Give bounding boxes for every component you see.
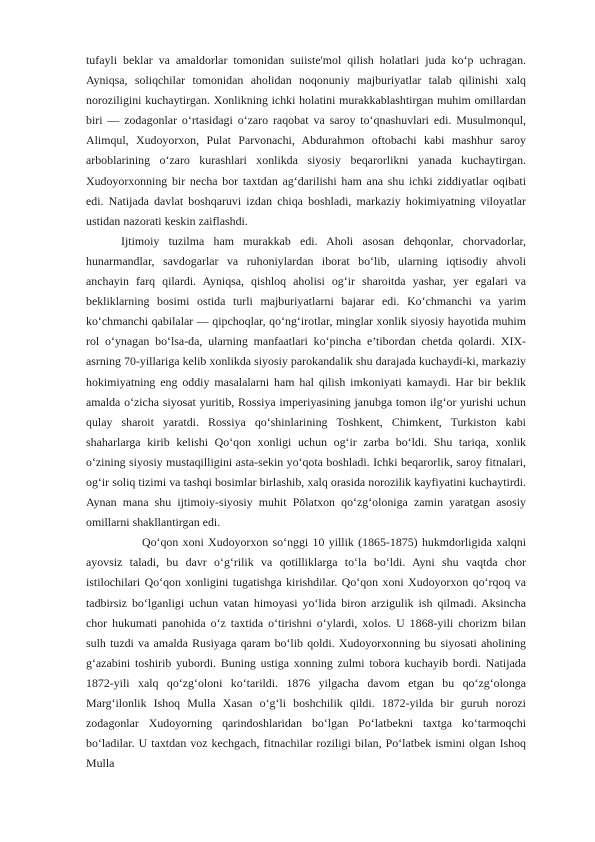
paragraph-1: tufayli beklar va amaldorlar tomonidan suiiste'mol qilish holatlari juda ko‘p uchragan. Ayniqsa, soliqchilar tomonidan aholidan noqonuniy majburiyatlar talab qilinishi xalq noroziligini kuchaytirgan. Xonlikning ichki holatini murakkablashtirgan muhim omillardan biri — zodagonlar o‘rtasidagi o‘zaro raqobat va saroy to‘qnashuvlari edi. Musulmonqul, Alimqul, Xudoyorxon, Pulat Parvonachi, Abdurahmon oftobachi kabi mashhur saroy arboblarining o‘zaro kurashlari xonlikda siyosiy beqarorlikni yanada kuchaytirgan. Xudoyorxonning bir necha bor taxtdan ag‘darilishi ham ana shu ichki ziddiyatlar oqibati edi. Natijada davlat boshqaruvi izdan chiqa boshladi, markaziy hokimiyatning viloyatlar ustidan nazorati keskin zaiflashdi. bbox=[86, 53, 526, 228]
document-page bbox=[86, 50, 526, 773]
paragraph-3: Qo‘qon xoni Xudoyorxon so‘nggi 10 yillik (1865-1875) hukmdorligida xalqni ayovsiz taladi, bu davr o‘g‘rilik va qotilliklarga to‘la bo‘ldi. Ayni shu vaqtda chor istilochilari Qo‘qon xonligini tugatishga kirishdilar. Qo‘qon xoni Xudoyorxon qo‘rqoq va tadbirsiz bo‘lganligi uchun vatan himoyasi yo‘lida biron arzigulik ish qilmadi. Aksincha chor hukumati panohida o‘z taxtida o‘tirishni o‘ylardi, xolos. U 1868-yili chorizm bilan sulh tuzdi va amalda Rusiyaga qaram bo‘lib qoldi. Xudoyorxonning bu siyosati aholining g‘azabini toshirib yubordi. Buning ustiga xonning zulmi tobora kuchayib bordi. Natijada 1872-yili xalq qo‘zg‘oloni ko‘tarildi. 1876 yilgacha davom etgan bu qo‘zg‘olonga Marg‘ilonlik Ishoq Mulla Xasan o‘g‘li boshchilik qildi. 1872-yilda bir guruh norozi zodagonlar Xudoyorning qarindoshlaridan bo‘lgan Po‘latbekni taxtga ko‘tarmoqchi bo‘ladilar. U taxtdan voz kechgach, fitnachilar roziligi bilan, Po‘latbek ismini olgan Ishoq Mulla bbox=[86, 535, 526, 771]
paragraph-2: Ijtimoiy tuzilma ham murakkab edi. Aholi asosan dehqonlar, chorvadorlar, hunarmandlar, savdogarlar va ruhoniylardan iborat bo‘lib, ularning iqtisodiy ahvoli anchayin farq qilardi. Ayniqsa, qishloq aholisi og‘ir sharoitda yashar, yer egalari va bekliklarning bosimi ostida turli majburiyatlarni bajarar edi. Ko‘chmanchi va yarim ko‘chmanchi qabilalar — qipchoqlar, qo‘ng‘irotlar, minglar xonlik siyosiy hayotida muhim rol o‘ynagan bo‘lsa-da, ularning manfaatlari ko‘pincha e’tibordan chetda qolardi. XIX-asrning 70-yillariga kelib xonlikda siyosiy parokandalik shu darajada kuchaydi-ki, markaziy hokimiyatning eng oddiy masalalarni ham hal qilish imkoniyati kamaydi. Har bir beklik amalda o‘zicha siyosat yuritib, Rossiya imperiyasining janubga tomon ilg‘or yurishi uchun qulay sharoit yaratdi. Rossiya qo‘shinlarining Toshkent, Chimkent, Turkiston kabi shaharlarga kirib kelishi Qo‘qon xonligi uchun og‘ir zarba bo‘ldi. Shu tariqa, xonlik o‘zining siyosiy mustaqilligini asta-sekin yo‘qota boshladi. Ichki beqarorlik, saroy fitnalari, og‘ir soliq tizimi va tashqi bosimlar birlashib, xalq orasida norozilik kayfiyatini kuchaytirdi. Aynan mana shu ijtimoiy-siyosiy muhit Pōlatxon qo‘zg‘oloniga zamin yaratgan asosiy omillarni shakllantirgan edi. bbox=[86, 233, 526, 530]
